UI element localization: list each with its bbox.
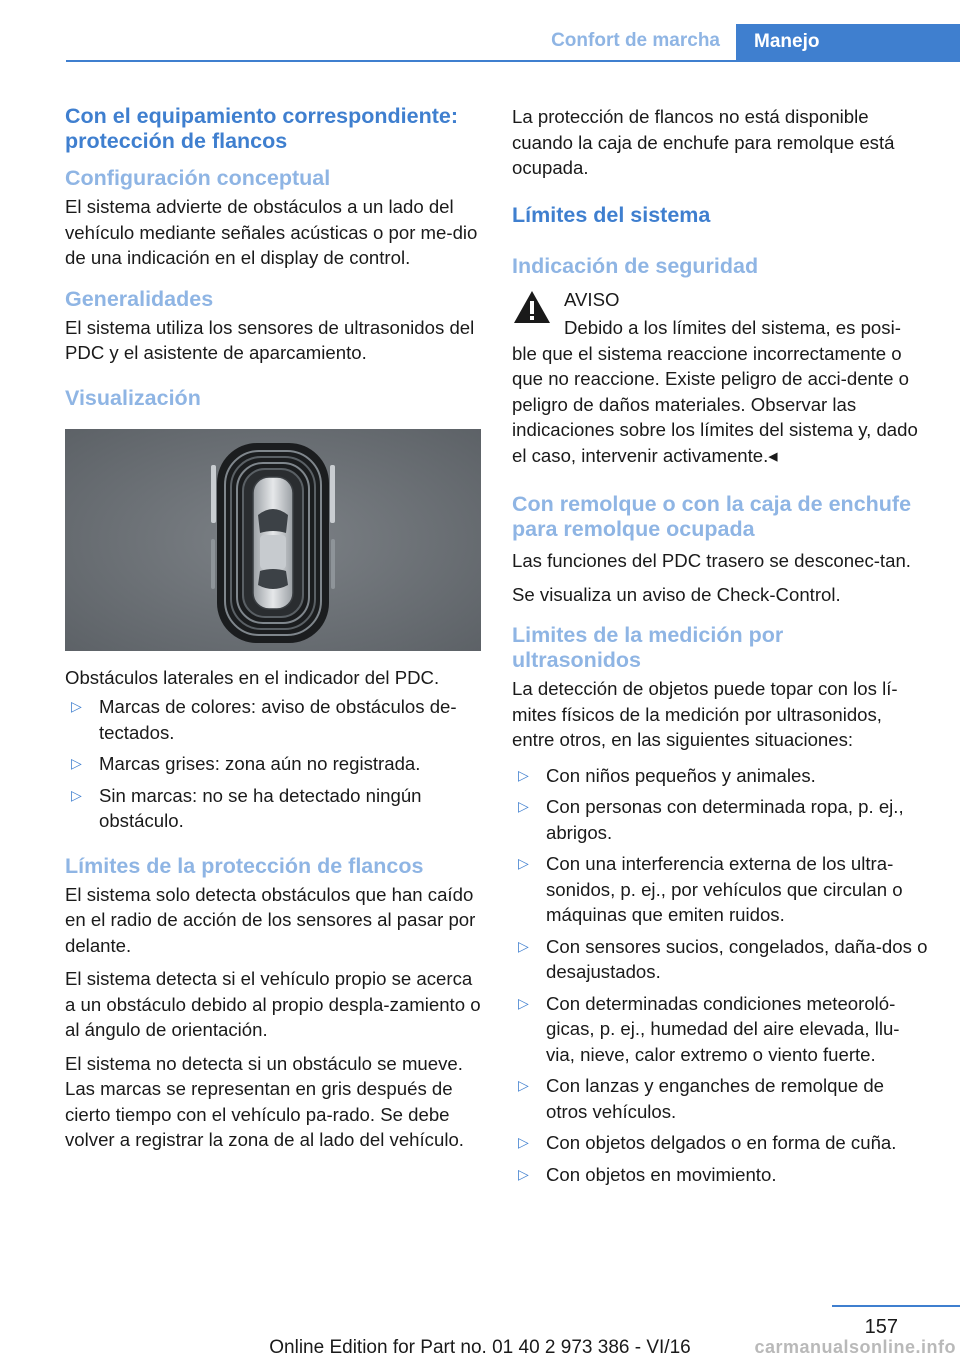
paragraph-limits-2: El sistema detecta si el vehículo propio se acerca a un obstáculo debido al propio despla‐zamiento o al ángulo de orientación. — [65, 968, 481, 1040]
triangle-bullet-icon: ▷ — [518, 1134, 529, 1150]
paragraph-intro: La protección de flancos no está disponible cuando la caja de enchufe para remolque está ocupada. — [512, 106, 895, 178]
section-title: Con el equipamiento correspondiente: protección de flancos — [65, 104, 459, 153]
page-number: 157 — [864, 1316, 898, 1338]
triangle-bullet-icon: ▷ — [518, 1165, 529, 1182]
list-item: ▷ Con lanzas y enganches de remolque de otros vehículos. — [518, 1075, 885, 1122]
heading-trailer: Con remolque o con la caja de enchufe para remolque ocupada — [512, 492, 912, 541]
list-item: ▷ Marcas de colores: aviso de obstáculos de‐tectados. — [71, 696, 457, 743]
situations-list — [512, 763, 928, 1188]
triangle-bullet-icon: ▷ — [71, 698, 82, 714]
warning-block — [512, 287, 928, 469]
triangle-bullet-icon: ▷ — [518, 855, 529, 871]
heading-config: Configuración conceptual — [65, 166, 331, 190]
list-item: ▷ Con una interferencia externa de los ultra‐sonidos, p. ej., por vehículos que circulan o máquinas que emiten ruidos. — [518, 853, 903, 925]
heading-system-limits: Límites del sistema — [512, 202, 711, 227]
heading-ultrasonic: Limites de la medición por ultrasonidos — [512, 623, 784, 672]
list-item: ▷ Con personas con determinada ropa, p. ej., abrigos. — [518, 796, 904, 843]
list-item: ▷ Con niños pequeños y animales. — [512, 763, 928, 789]
figure-caption: Obstáculos laterales en el indicador del PDC. — [65, 666, 440, 688]
triangle-bullet-icon: ▷ — [71, 786, 82, 803]
heading-limits: Límites de la protección de flancos — [65, 853, 424, 878]
pdc-side-display-image — [65, 429, 481, 651]
heading-general: Generalidades — [65, 286, 214, 311]
edition-footer: Online Edition for Part no. 01 40 2 973 386 - VI/16 — [269, 1337, 691, 1358]
list-item: ▷ Con objetos delgados o en forma de cuña. — [512, 1130, 928, 1156]
triangle-bullet-icon: ▷ — [518, 937, 529, 954]
header-section-title: Confort de marcha — [551, 30, 720, 51]
page-header — [0, 0, 960, 62]
left-column — [65, 104, 481, 1161]
triangle-bullet-icon: ▷ — [518, 766, 529, 783]
triangle-bullet-icon: ▷ — [518, 798, 529, 814]
heading-visualization: Visualización — [65, 385, 201, 410]
list-item: ▷ Con determinadas condiciones meteoroló‐gicas, p. ej., humedad del aire elevada, llu‐via, nieve, calor extremo o viento fuerte. — [518, 992, 900, 1065]
header-chapter-tab: Manejo — [736, 24, 960, 62]
heading-safety: Indicación de seguridad — [512, 253, 759, 278]
paragraph-ultrasonic: La detección de objetos puede topar con los lí‐mites físicos de la medición por ultrasonidos, entre otros, en las siguientes situaciones: — [512, 678, 898, 750]
paragraph-limits-3: El sistema no detecta si un obstáculo se mueve. Las marcas se representan en gris después de cierto tiempo con el vehículo pa‐rado. Se debe volver a registrar la zona de al lado del vehículo. — [65, 1052, 464, 1150]
list-item: ▷ Marcas grises: zona aún no registrada. — [65, 751, 481, 777]
triangle-bullet-icon: ▷ — [518, 994, 529, 1011]
warning-text: ble que el sistema reaccione incorrectamente o que no reaccione. Existe peligro de acci‐dente o peligro de daños materiales. Observar las indicaciones sobre los límites del sistema y, dado el caso, intervenir activamente.◂ — [512, 342, 918, 466]
footer-rule — [832, 1305, 960, 1307]
paragraph-config: El sistema advierte de obstáculos a un lado del vehículo mediante señales acústicas o por me‐dio de una indicación en el display de control. — [65, 196, 478, 268]
list-item: ▷ Con sensores sucios, congelados, daña‐dos o desajustados. — [518, 935, 928, 982]
legend-list — [65, 694, 481, 834]
watermark: carmanualsonline.info — [754, 1337, 956, 1357]
list-item: ▷ Sin marcas: no se ha detectado ningún obstáculo. — [71, 784, 422, 831]
warning-title: AVISO — [564, 288, 620, 310]
paragraph-limits-1: El sistema solo detecta obstáculos que han caído en el radio de acción de los sensores al pasar por delante. — [65, 883, 476, 956]
header-rule — [66, 60, 960, 62]
warning-triangle-icon — [512, 289, 552, 325]
right-column — [512, 104, 928, 1193]
warning-lead: Debido a los límites del sistema, es posi‐ — [564, 317, 901, 338]
paragraph-general: El sistema utiliza los sensores de ultrasonidos del PDC y el asistente de aparcamiento. — [65, 316, 475, 363]
triangle-bullet-icon: ▷ — [71, 755, 82, 771]
paragraph-trailer-1: Las funciones del PDC trasero se desconec‐tan. — [512, 550, 911, 571]
triangle-bullet-icon: ▷ — [518, 1077, 529, 1093]
list-item: ▷ Con objetos en movimiento. — [512, 1162, 928, 1188]
paragraph-trailer-2: Se visualiza un aviso de Check-Control. — [512, 583, 841, 605]
